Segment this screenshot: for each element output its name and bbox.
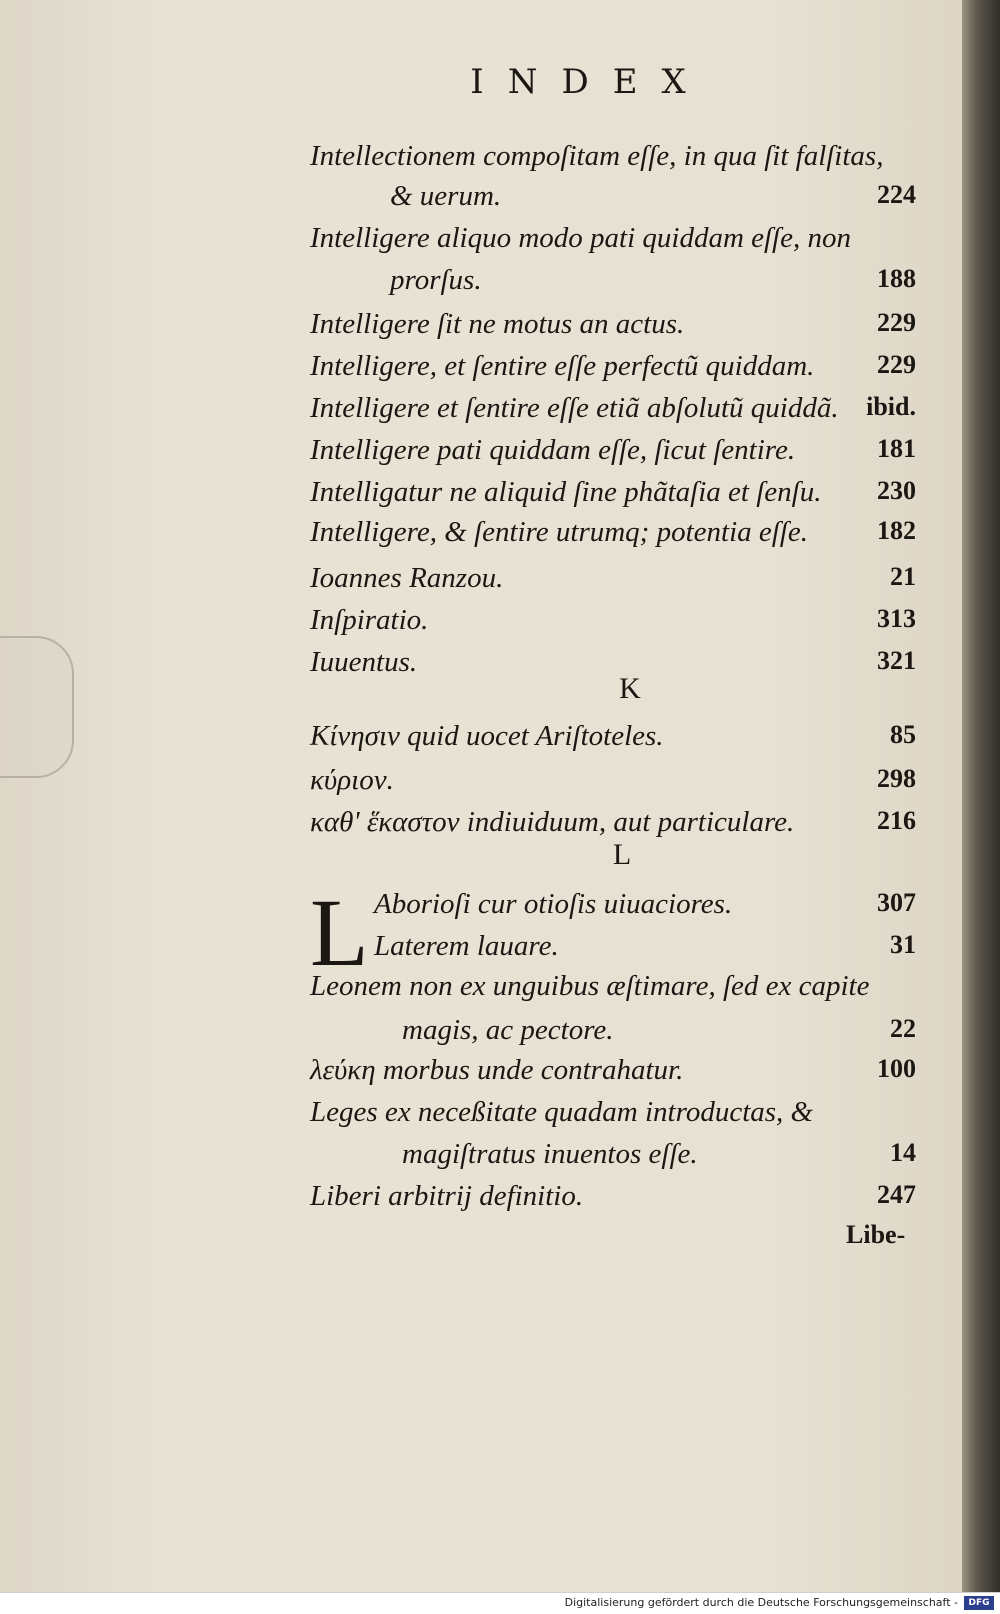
index-entry: [310, 888, 916, 932]
index-entry: [310, 350, 916, 394]
index-entry: [310, 1138, 916, 1182]
index-entry: [310, 1096, 916, 1140]
entry-text: λεύκη morbus unde contrahatur.: [310, 1054, 684, 1086]
book-edge: [962, 0, 1000, 1592]
index-entry: [310, 140, 916, 184]
entry-page: 100: [877, 1054, 916, 1083]
entry-page: 216: [877, 806, 916, 835]
entry-text: Laterem lauare.: [374, 930, 559, 962]
drop-cap: L: [310, 879, 369, 986]
index-entry: [310, 308, 916, 352]
entry-text: κύριον.: [310, 764, 394, 796]
index-entry: [310, 720, 916, 764]
entry-page: 21: [890, 562, 916, 591]
index-entry: [310, 764, 916, 808]
entry-page: 182: [877, 516, 916, 545]
entry-page: 230: [877, 476, 916, 505]
entry-page: 224: [877, 180, 916, 209]
entry-text: Intelligere aliquo modo pati quiddam eſſe, non: [310, 222, 851, 254]
entry-text: Liberi arbitrij definitio.: [310, 1180, 584, 1212]
entry-text: καθ' ἕκαστον indiuiduum, aut particulare.: [310, 806, 795, 838]
index-entry: [310, 970, 916, 1014]
entry-text: & uerum.: [390, 180, 502, 212]
dfg-logo: DFG: [964, 1596, 994, 1610]
entry-text: Intelligere pati quiddam eſſe, ſicut ſentire.: [310, 434, 796, 466]
entry-text: Intelligere et ſentire eſſe etiã abſolutũ quiddã.: [310, 392, 839, 424]
entry-text: Κίνησιν quid uocet Ariſtoteles.: [310, 720, 664, 752]
entry-page: 298: [877, 764, 916, 793]
entry-text: Leonem non ex unguibus æſtimare, ſed ex capite: [310, 970, 870, 1002]
entry-page: 313: [877, 604, 916, 633]
index-entry: [310, 1054, 916, 1098]
entry-text: Inſpiratio.: [310, 604, 429, 636]
section-letter-l: L: [612, 838, 632, 871]
catchword: Libe-: [846, 1220, 906, 1249]
index-entry: [310, 222, 916, 266]
entry-page: 188: [877, 264, 916, 293]
entry-page: 181: [877, 434, 916, 463]
entry-page: 229: [877, 308, 916, 337]
entry-page: 307: [877, 888, 916, 917]
entry-text: magis, ac pectore.: [402, 1014, 614, 1046]
entry-text: Ioannes Ranzou.: [310, 562, 504, 594]
entry-text: Intelligere ſit ne motus an actus.: [310, 308, 685, 340]
entry-page: 229: [877, 350, 916, 379]
index-entry: [310, 1180, 916, 1224]
entry-page: 247: [877, 1180, 916, 1209]
index-entry: [310, 516, 916, 560]
entry-text: Intelligere, et ſentire eſſe perfectũ quiddam.: [310, 350, 815, 382]
entry-text: Intellectionem compoſitam eſſe, in qua ſit falſitas,: [310, 140, 884, 172]
entry-text: magiſtratus inuentos eſſe.: [402, 1138, 698, 1170]
index-entry: [310, 434, 916, 478]
footer-credit: Digitalisierung gefördert durch die Deutsche Forschungsgemeinschaft -: [564, 1596, 958, 1609]
footer-bar: [0, 1592, 1000, 1614]
page-header: INDEX: [470, 62, 710, 102]
index-entry: [310, 476, 916, 520]
entry-page: ibid.: [866, 392, 916, 421]
entry-page: 22: [890, 1014, 916, 1043]
entry-page: 85: [890, 720, 916, 749]
index-entry: [310, 562, 916, 606]
entry-text: Intelligatur ne aliquid ſine phãtaſia et ſenſu.: [310, 476, 822, 508]
entry-text: Aborioſi cur otioſis uiuaciores.: [374, 888, 733, 920]
entry-text: Leges ex neceßitate quadam introductas, &: [310, 1096, 814, 1128]
entry-page: 321: [877, 646, 916, 675]
index-entry: [310, 604, 916, 648]
entry-page: 14: [890, 1138, 916, 1167]
index-entry: [310, 930, 916, 974]
entry-text: Intelligere, & ſentire utrumq; potentia eſſe.: [310, 516, 808, 548]
index-entry: [310, 264, 916, 308]
section-letter-k: K: [619, 672, 641, 705]
entry-page: 31: [890, 930, 916, 959]
index-entry: [310, 180, 916, 224]
entry-text: prorſus.: [390, 264, 482, 296]
index-entry: [310, 392, 916, 436]
index-entry: [310, 1014, 916, 1058]
entry-text: Iuuentus.: [310, 646, 418, 678]
